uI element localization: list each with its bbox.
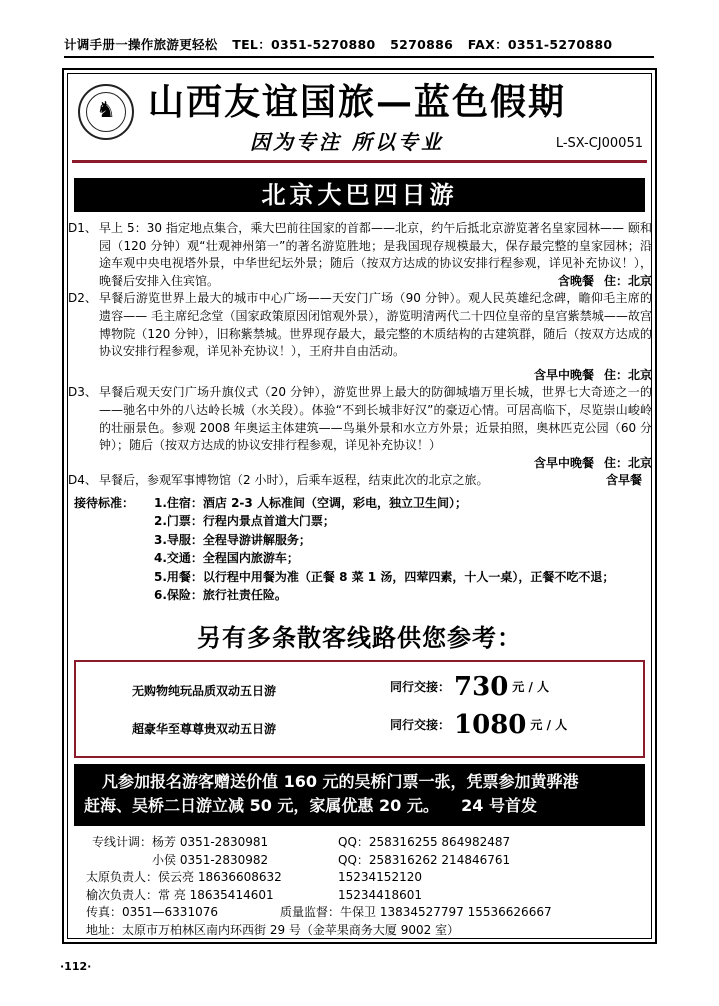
price-unit: 元 / 人 xyxy=(530,718,568,732)
page-header xyxy=(64,36,654,58)
route-name: 无购物纯玩品质双动五日游 xyxy=(132,684,277,698)
company-slogan: 因为专注 所以专业 xyxy=(250,130,444,154)
contact-right: 质量监督：牛保卫 13834527797 15536626667 xyxy=(280,905,552,919)
day-meal: 含早中晚餐 xyxy=(533,455,594,470)
contact-left: 太原负责人：侯云亮 18636608632 xyxy=(86,870,282,884)
day-stay: 住：北京 xyxy=(603,367,652,382)
day-meal: 含早中晚餐 xyxy=(533,367,594,382)
promo-line-1: 凡参加报名游客赠送价值 160 元的吴桥门票一张，凭票参加黄骅港 xyxy=(102,772,579,791)
header-fax: FAX：0351-5270880 xyxy=(467,37,613,52)
license-number: L-SX-CJ00051 xyxy=(555,136,643,151)
day-text: 早餐后观天安门广场升旗仪式（20 分钟），游览世界上最大的防御城墙万里长城，世界七大奇迹之一的——驰名中外的八达岭长城（水关段）。体验“不到长城非好汉”的豪迈心情。可居高临下，尽览崇山峻岭的壮丽景色。参观 2008 年奥运主体建筑——鸟巢外景和水立方外景；近景拍照，奥林匹克公园（60 分钟）；随后（按双方达成的协议安排行程参观，详见补充协议！） xyxy=(99,385,652,453)
day-text: 早餐后，参观军事博物馆（2 小时），后乘车返程，结束此次的北京之旅。 xyxy=(99,473,489,488)
itinerary xyxy=(68,220,658,490)
tour-title: 北京大巴四日游 xyxy=(74,178,645,212)
day-label: D3、 xyxy=(68,385,97,400)
standard-item: 1.住宿：酒店 2-3 人标准间（空调，彩电，独立卫生间）； xyxy=(154,496,467,510)
day-text: 早上 5：30 指定地点集合，乘大巴前往国家的首都——北京，约午后抵北京游览著名皇家园林—— 颐和园（120 分钟）观“壮观神州第一”的著名游览胜地；是我国现存规模最大，保存最完整的皇家园林；沿途车观中央电视塔外景，中华世纪坛外景；随后（按双方达成的协议安排行程参观，详见补充协议！），晚餐后安排入住宾馆。 xyxy=(99,221,652,288)
itinerary-day-4 xyxy=(68,472,658,490)
itinerary-day-3 xyxy=(68,384,658,454)
more-routes-heading: 另有多条散客线路供您参考： xyxy=(197,624,522,652)
header-tel-2: 5270886 xyxy=(390,37,454,52)
divider xyxy=(72,160,647,163)
day-label: D1、 xyxy=(68,221,97,235)
header-tagline: 计调手册一操作旅游更轻松 xyxy=(64,37,218,52)
day-label: D2、 xyxy=(68,291,97,306)
price-unit: 元 / 人 xyxy=(512,680,550,694)
route-name: 超豪华至尊尊贵双动五日游 xyxy=(132,722,277,736)
promotion-banner xyxy=(74,764,645,826)
ad-inner-frame xyxy=(67,73,652,939)
contact-right: QQ：258316262 214846761 xyxy=(338,852,511,867)
standard-item: 4.交通：全程国内旅游车； xyxy=(154,551,299,566)
route-price xyxy=(390,672,549,702)
promo-departure: 24 号首发 xyxy=(461,796,537,815)
header-tel: TEL：0351-5270880 xyxy=(232,37,376,52)
contact-left: 专线计调：杨芳 0351-2830981 xyxy=(92,835,269,849)
horse-icon: ♞ xyxy=(96,98,116,123)
day-meal: 含早餐 xyxy=(605,473,642,488)
day-meal: 含晚餐 xyxy=(557,273,594,288)
standards-heading: 接待标准： xyxy=(74,496,135,510)
standard-item: 5.用餐：以行程中用餐为准（正餐 8 菜 1 汤，四荤四素，十人一桌），正餐不吃不退； xyxy=(154,569,615,584)
standard-item: 3.导服：全程导游讲解服务； xyxy=(154,532,311,547)
page-number: ·112· xyxy=(60,960,92,973)
itinerary-day-2 xyxy=(68,290,658,360)
itinerary-day-1 xyxy=(68,220,658,290)
route-price xyxy=(390,710,567,740)
contact-right: 15234418601 xyxy=(338,887,422,902)
company-logo-icon xyxy=(78,84,134,140)
day-stay: 住：北京 xyxy=(603,273,652,288)
price-value: 730 xyxy=(454,672,509,702)
contact-left: 小侯 0351-2830982 xyxy=(152,852,269,867)
contact-left: 榆次负责人：常 亮 18635414601 xyxy=(86,887,274,902)
price-label: 同行交接： xyxy=(390,718,451,732)
contact-right: 15234152120 xyxy=(338,870,422,884)
promo-line-2: 赶海、吴桥二日游立减 50 元，家属优惠 20 元。 24 号首发 xyxy=(84,796,537,815)
standard-item: 2.门票：行程内景点首道大门票； xyxy=(154,514,335,529)
ad-frame xyxy=(62,68,657,944)
price-label: 同行交接： xyxy=(390,680,451,694)
contact-info xyxy=(68,834,658,939)
standard-item: 6.保险：旅行社责任险。 xyxy=(154,588,287,602)
contact-address: 地址：太原市万柏林区南内环西街 29 号（金苹果商务大厦 9002 室） xyxy=(86,922,460,937)
day-label: D4、 xyxy=(68,473,97,488)
company-name: 山西友谊国旅—蓝色假期 xyxy=(148,81,567,123)
contact-left: 传真：0351—6331076 xyxy=(86,905,218,919)
day-stay: 住：北京 xyxy=(603,455,652,470)
routes-box xyxy=(74,660,645,758)
day-text: 早餐后游览世界上最大的城市中心广场——天安门广场（90 分钟）。观人民英雄纪念碑，瞻仰毛主席的遗容—— 毛主席纪念堂（国家政策原因闭馆观外景），游览明清两代二十四位皇帝的皇宫紫禁城——故宫博物院（120 分钟），旧称紫禁城。世界现存最大，最完整的木质结构的古建筑群，随后（按双方达成的协议安排行程参观，详见补充协议！），王府井自由活动。 xyxy=(99,291,652,359)
contact-right: QQ：258316255 864982487 xyxy=(338,835,511,849)
price-value: 1080 xyxy=(454,710,527,740)
